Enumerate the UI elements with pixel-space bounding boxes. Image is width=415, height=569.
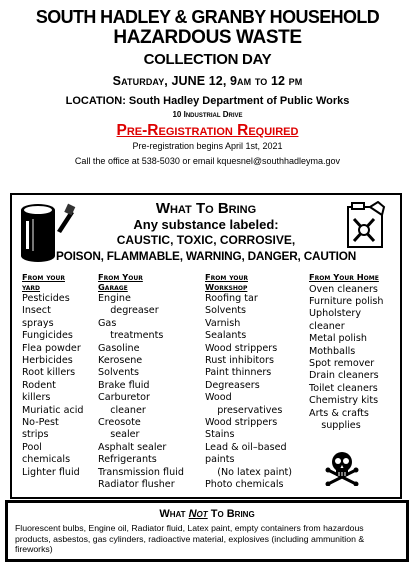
item-list bbox=[98, 293, 184, 492]
list-item: Drain cleaners bbox=[309, 370, 379, 382]
list-item: Pool bbox=[22, 441, 42, 453]
list-item: Degreasers bbox=[205, 379, 260, 391]
list-item: Arts & crafts bbox=[309, 407, 369, 419]
title-line-1: SOUTH HADLEY & GRANBY HOUSEHOLD bbox=[35, 6, 380, 27]
title-not: Not bbox=[188, 508, 208, 520]
what-to-bring-title: What To Bring bbox=[155, 200, 257, 217]
location: LOCATION: South Hadley Department of Public Works bbox=[65, 95, 350, 107]
list-item: Asphalt sealer bbox=[98, 441, 167, 453]
column-heading: From Your bbox=[98, 272, 143, 282]
list-item: Furniture polish bbox=[309, 295, 384, 307]
list-item: Upholstery bbox=[309, 308, 362, 320]
list-item: treatments bbox=[98, 330, 164, 342]
list-item: Root killers bbox=[22, 367, 76, 379]
list-item: Spot remover bbox=[309, 357, 375, 369]
column-home bbox=[309, 273, 384, 432]
column-heading: From Your Home bbox=[309, 272, 379, 282]
labels-line-3: POISON, FLAMMABLE, WARNING, DANGER, CAUTION bbox=[55, 249, 357, 263]
list-item: sealer bbox=[98, 429, 140, 441]
list-item: cleaner bbox=[98, 404, 146, 416]
list-item: Fungicides bbox=[22, 330, 73, 342]
list-item: Pesticides bbox=[22, 293, 70, 304]
list-item: Flea powder bbox=[22, 342, 81, 354]
list-item: preservatives bbox=[205, 404, 283, 416]
title-line-3: COLLECTION DAY bbox=[143, 51, 272, 68]
preregistration-begins: Pre-registration begins April 1st, 2021 bbox=[132, 141, 283, 151]
list-item: Lead & oil–based bbox=[205, 441, 287, 453]
header bbox=[0, 6, 415, 168]
labels-line-2: CAUSTIC, TOXIC, CORROSIVE, bbox=[116, 233, 296, 247]
list-item: Lighter fluid bbox=[22, 466, 80, 478]
list-item: Creosote bbox=[98, 417, 141, 429]
list-item: Metal polish bbox=[309, 333, 367, 345]
title-part: To Bring bbox=[207, 508, 255, 520]
item-list bbox=[22, 293, 84, 479]
what-not-to-bring-box bbox=[5, 500, 409, 562]
list-item: supplies bbox=[309, 419, 361, 431]
list-item: (No latex paint) bbox=[205, 466, 293, 478]
list-item: Stains bbox=[205, 429, 235, 441]
event-date: Saturday, JUNE 12, 9am to 12 pm bbox=[112, 74, 303, 88]
skull-crossbones-icon bbox=[325, 450, 359, 486]
preregistration-title: Pre-Registration Required bbox=[116, 122, 299, 139]
column-heading: Workshop bbox=[205, 281, 248, 292]
column-yard bbox=[22, 273, 84, 479]
list-item: Toilet cleaners bbox=[309, 382, 378, 394]
column-heading: From your bbox=[22, 272, 65, 282]
list-item: Rust inhibitors bbox=[205, 355, 274, 367]
item-list bbox=[309, 284, 384, 433]
list-item: Refrigerants bbox=[98, 454, 157, 466]
column-heading: yard bbox=[22, 281, 41, 292]
list-item: Roofing tar bbox=[205, 293, 258, 304]
list-item: Wood strippers bbox=[205, 342, 278, 354]
list-item: Wood strippers bbox=[205, 417, 278, 429]
what-to-bring-box bbox=[10, 193, 402, 499]
list-item: Chemistry kits bbox=[309, 395, 379, 407]
list-item: Gasoline bbox=[98, 342, 140, 354]
list-item: chemicals bbox=[22, 454, 71, 466]
list-item: Brake fluid bbox=[98, 379, 150, 391]
list-item: Transmission fluid bbox=[98, 466, 184, 478]
item-list bbox=[205, 293, 292, 492]
list-item: Solvents bbox=[205, 305, 247, 317]
title-line-2: HAZARDOUS WASTE bbox=[113, 27, 302, 48]
list-item: sprays bbox=[22, 317, 54, 329]
contact-info: Call the office at 538-5030 or email kquesnel@southhadleyma.gov bbox=[74, 156, 341, 166]
list-item: strips bbox=[22, 429, 49, 441]
list-item: Kerosene bbox=[98, 355, 143, 367]
list-item: Engine bbox=[98, 293, 131, 304]
labels-intro: Any substance labeled: bbox=[133, 217, 279, 232]
list-item: Carburetor bbox=[98, 392, 150, 404]
column-heading: Garage bbox=[98, 281, 128, 292]
list-item: Sealants bbox=[205, 330, 247, 342]
list-item: degreaser bbox=[98, 305, 159, 317]
title-part: What bbox=[159, 508, 189, 520]
list-item: Radiator flusher bbox=[98, 479, 175, 491]
list-item: Photo chemicals bbox=[205, 479, 284, 491]
list-item: Mothballs bbox=[309, 345, 356, 357]
list-item: Paint thinners bbox=[205, 367, 272, 379]
list-item: No-Pest bbox=[22, 417, 59, 429]
column-heading: From your bbox=[205, 272, 248, 282]
list-item: Solvents bbox=[98, 367, 140, 379]
list-item: Gas bbox=[98, 317, 117, 329]
list-item: Rodent bbox=[22, 379, 56, 391]
list-item: Muriatic acid bbox=[22, 404, 84, 416]
column-workshop bbox=[205, 273, 292, 492]
excluded-items-text: Fluorescent bulbs, Engine oil, Radiator fluid, Latex paint, empty containers from hazardous products, asbestos, gas cylinders, radioactive material, explosives (including ammunition & fireworks) bbox=[15, 523, 365, 555]
column-garage bbox=[98, 273, 184, 492]
list-item: Oven cleaners bbox=[309, 283, 378, 295]
address: 10 Industrial Drive bbox=[172, 110, 243, 119]
list-item: Varnish bbox=[205, 317, 241, 329]
what-not-to-bring-title bbox=[8, 508, 406, 520]
list-item: Wood bbox=[205, 392, 232, 404]
list-item: paints bbox=[205, 454, 235, 466]
list-item: Insect bbox=[22, 305, 51, 317]
list-item: cleaner bbox=[309, 320, 345, 332]
list-item: Herbicides bbox=[22, 355, 73, 367]
list-item: killers bbox=[22, 392, 51, 404]
